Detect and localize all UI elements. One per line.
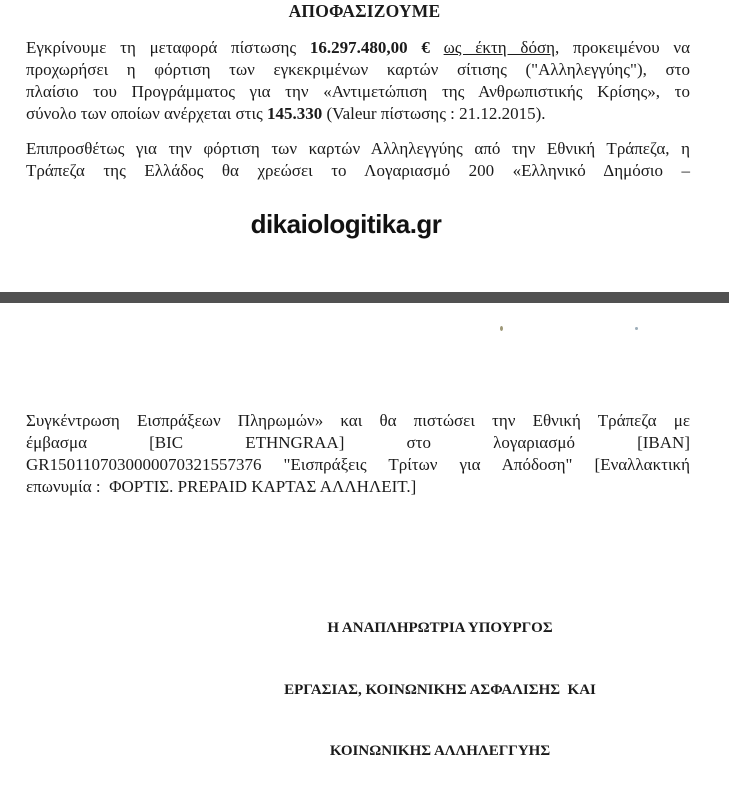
approval-line-3: πλαίσιο του Προγράμματος για την «Αντιμετώπιση της Ανθρωπιστικής Κρίσης», το <box>26 82 690 101</box>
paragraph-bank-charge <box>26 138 690 182</box>
charge-line-2: Τράπεζα της Ελλάδος θα χρεώσει το Λογαριασμό 200 «Ελληνικό Δημόσιο – <box>26 161 690 180</box>
signature-title-line-1: Η ΑΝΑΠΛΗΡΩΤΡΙΑ ΥΠΟΥΡΓΟΣ <box>327 620 553 636</box>
text-segment: σύνολο των οποίων ανέρχεται στις <box>26 104 268 123</box>
text-segment: , προκειμένου να <box>555 38 691 57</box>
text-segment: Εγκρίνουμε τη μεταφορά πίστωσης <box>26 38 310 57</box>
signature-title-line-3: ΚΟΙΝΩΝΙΚΗΣ ΑΛΛΗΛΕΓΓΥΗΣ <box>329 743 551 759</box>
scan-artifact-dot <box>500 326 503 331</box>
paragraph-credit-approval <box>26 37 690 125</box>
cards-total-value: 145.330 <box>267 104 323 123</box>
credit-line-1: Συγκέντρωση Εισπράξεων Πληρωμών» και θα πιστώσει την Εθνική Τράπεζα με <box>26 411 690 430</box>
minister-signature-block <box>240 577 640 803</box>
page-break-divider-bar <box>0 292 729 303</box>
charge-line-1: Επιπροσθέτως για την φόρτιση των καρτών Αλληλεγγύης από την Εθνική Τράπεζα, η <box>26 139 690 158</box>
scan-artifact-dot <box>635 327 638 330</box>
credit-line-3-iban: GR1501107030000070321557376 "Εισπράξεις Τρίτων για Απόδοση" [Εναλλακτική <box>26 455 690 474</box>
approval-line-2: προχωρήσει η φόρτιση των εγκεκριμένων καρτών σίτισης ("Αλληλεγγύης"), στο <box>26 60 690 79</box>
approval-line-4 <box>26 103 690 125</box>
credit-amount-value: 16.297.480,00 € <box>309 38 444 57</box>
installment-underlined-phrase: ως έκτη δόση <box>443 38 555 57</box>
decision-heading: ΑΠΟΦΑΣΙΖΟΥΜΕ <box>288 1 441 21</box>
signature-title-line-2: ΕΡΓΑΣΙΑΣ, ΚΟΙΝΩΝΙΚΗΣ ΑΣΦΑΛΙΣΗΣ ΚΑΙ <box>284 681 596 698</box>
approval-line-1 <box>26 37 690 59</box>
credit-line-2: έμβασμα [BIC ETHNGRAA] στο λογαριασμό [IBAN] <box>26 433 690 452</box>
valeur-date-segment: (Valeur πίστωσης : 21.12.2015). <box>322 104 546 123</box>
paragraph-bank-credit <box>26 410 690 498</box>
credit-line-4: επωνυμία : ΦΟΡΤΙΣ. PREPAID ΚΑΡΤΑΣ ΑΛΛΗΛΕΙΤ.] <box>26 477 417 496</box>
site-watermark: dikaiologitika.gr <box>250 209 442 239</box>
